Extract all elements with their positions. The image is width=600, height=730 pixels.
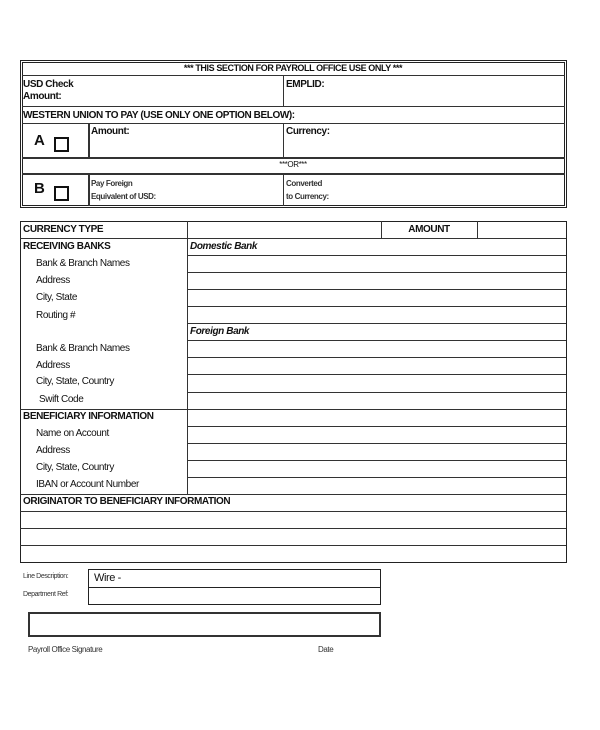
row-divider <box>20 545 566 546</box>
row-divider <box>20 494 566 495</box>
row-divider <box>187 306 566 307</box>
western-union-label: WESTERN UNION TO PAY (USE ONLY ONE OPTION BELOW): <box>23 110 295 121</box>
row-divider <box>20 409 566 410</box>
pay-foreign-label-2[interactable]: Equivalent of USD: <box>91 192 156 201</box>
option-a-letter: A <box>34 132 45 149</box>
domestic-city-state: City, State <box>36 292 77 303</box>
line-description-value: Wire - <box>94 572 121 584</box>
signature-field[interactable] <box>28 612 381 637</box>
foreign-bank-label: Foreign Bank <box>190 326 250 337</box>
row-divider <box>187 289 566 290</box>
row-divider <box>187 255 566 256</box>
usd-check-label-2: Amount: <box>23 91 62 102</box>
row-divider <box>187 272 566 273</box>
row-divider <box>187 443 566 444</box>
beneficiary-address: Address <box>36 445 70 456</box>
signature-label: Payroll Office Signature <box>28 645 103 654</box>
line-description-field[interactable] <box>88 569 381 588</box>
row-divider <box>187 392 566 393</box>
row-divider <box>20 238 566 239</box>
emplid-label[interactable]: EMPLID: <box>286 79 325 90</box>
option-a-amount[interactable]: Amount: <box>91 126 130 137</box>
foreign-city-state-country: City, State, Country <box>36 376 114 387</box>
column-divider <box>187 221 188 494</box>
department-ref-field[interactable] <box>88 587 381 605</box>
converted-label-2[interactable]: to Currency: <box>286 192 329 201</box>
option-b-checkbox[interactable] <box>54 186 69 201</box>
column-divider <box>477 221 478 238</box>
routing-number: Routing # <box>36 310 76 321</box>
usd-check-label: USD Check <box>23 79 74 90</box>
originator-label: ORIGINATOR TO BENEFICIARY INFORMATION <box>23 496 231 507</box>
domestic-bank-label: Domestic Bank <box>190 241 258 252</box>
row-divider <box>187 340 566 341</box>
foreign-bank-names: Bank & Branch Names <box>36 343 130 354</box>
date-label: Date <box>318 645 334 654</box>
beneficiary-city-state-country: City, State, Country <box>36 462 114 473</box>
row-divider <box>20 528 566 529</box>
domestic-bank-names: Bank & Branch Names <box>36 258 130 269</box>
line-description-label: Line Description: <box>23 573 69 580</box>
row-divider <box>20 511 566 512</box>
iban-account-number: IBAN or Account Number <box>36 479 139 490</box>
row-divider <box>187 374 566 375</box>
row-divider <box>187 323 566 324</box>
foreign-address: Address <box>36 360 70 371</box>
currency-type-label: CURRENCY TYPE <box>23 224 104 235</box>
payroll-header: *** THIS SECTION FOR PAYROLL OFFICE USE ONLY *** <box>183 63 403 73</box>
name-on-account: Name on Account <box>36 428 109 439</box>
row-divider <box>187 426 566 427</box>
domestic-address: Address <box>36 275 70 286</box>
pay-foreign-label[interactable]: Pay Foreign <box>91 179 133 188</box>
department-ref-label: Department Ref: <box>23 591 69 598</box>
option-b-letter: B <box>34 180 45 197</box>
option-a-currency[interactable]: Currency: <box>286 126 330 137</box>
or-divider: ***OR*** <box>279 160 307 169</box>
swift-code: Swift Code <box>39 394 84 405</box>
row-divider <box>187 477 566 478</box>
row-divider <box>187 460 566 461</box>
row-divider <box>187 357 566 358</box>
option-a-checkbox[interactable] <box>54 137 69 152</box>
receiving-banks-label: RECEIVING BANKS <box>23 241 111 252</box>
amount-header: AMOUNT <box>408 224 450 235</box>
converted-label[interactable]: Converted <box>286 179 322 188</box>
beneficiary-label: BENEFICIARY INFORMATION <box>23 411 154 422</box>
